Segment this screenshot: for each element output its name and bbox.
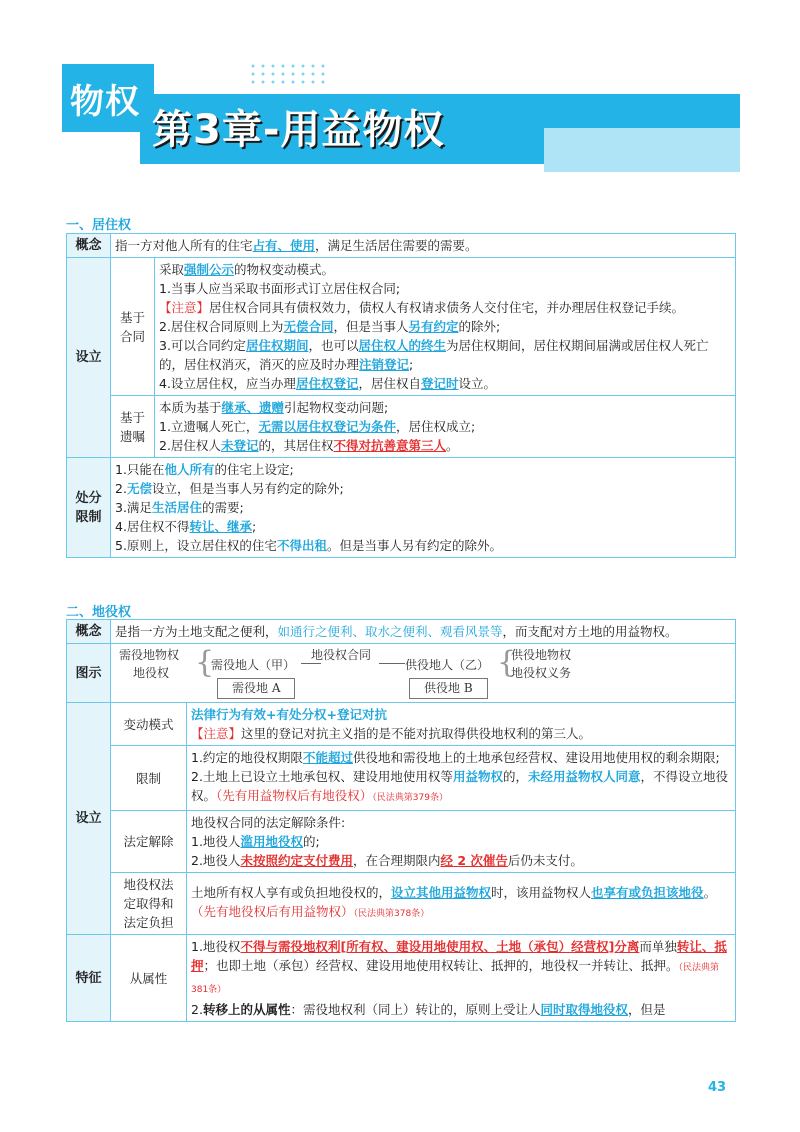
connector-line	[379, 663, 405, 664]
concept-label: 概念	[67, 620, 111, 644]
will-basis-cell: 本质为基于继承、遗赠引起物权变动问题; 1.立遗嘱人死亡，无需以居住权登记为条件，居住权成立; 2.居住权人未登记的，其居住权不得对抗善意第三人。	[155, 396, 736, 458]
easement-table	[66, 619, 736, 1022]
contract-basis-cell: 采取强制公示的物权变动模式。 1.当事人应当采取书面形式订立居住权合同; 【注意】居住权合同具有债权效力，债权人有权请求债务人交付住宅，并办理居住权登记手续。 2.居住权合同原则上为无偿合同，但是当事人另有约定的除外; 3.可以合同约定居住权期间，也可以居住权人的终生为居住权期间，居住权期间届满或居住权人死亡的，居住权消灭，消灭的应及时办理注销登记; 4.设立居住权，应当办理居住权登记，居住权自登记时设立。	[155, 258, 736, 396]
brace-left: {	[195, 645, 215, 680]
diagram-right-top: 供役地物权	[511, 648, 572, 662]
table-row	[67, 935, 736, 1022]
restriction-cell: 1.约定的地役权期限不能超过供役地和需役地上的土地承包经营权、建设用地使用权的剩余期限; 2.土地上已设立土地承包权、建设用地使用权等用益物权的，未经用益物权人同意，不得设立地役权。（先有用益物权后有地役权）（民法典第379条）	[187, 746, 736, 811]
brace-right: {	[497, 645, 517, 680]
change-mode-label: 变动模式	[111, 703, 187, 746]
will-basis-label: 基于 遗嘱	[111, 396, 155, 458]
change-mode-cell: 法律行为有效+有处分权+登记对抗 【注意】这里的登记对抗主义指的是不能对抗取得供役地权利的第三人。	[187, 703, 736, 746]
table-row	[67, 258, 736, 396]
diagram-left-bottom: 地役权	[133, 666, 170, 680]
diagram-cell	[111, 644, 736, 703]
page-number: 43	[708, 1080, 727, 1095]
statutory-acquisition-label: 地役权法 定取得和 法定负担	[111, 873, 187, 935]
diagram-right-bottom: 地役权义务	[511, 666, 572, 680]
table-row	[67, 620, 736, 644]
diagram-land-b: 供役地 B	[409, 678, 488, 699]
decorative-dots	[248, 62, 328, 86]
section-title-1: 一、居住权	[66, 218, 132, 233]
table-row	[67, 644, 736, 703]
concept-cell: 是指一方为土地支配之便利，如通行之便利、取水之便利、观看风景等，而支配对方土地的用益物权。	[111, 620, 736, 644]
statutory-termination-cell: 地役权合同的法定解除条件: 1.地役人滥用地役权的; 2.地役人未按照约定支付费用，在合理期限内经 2 次催告后仍未支付。	[187, 811, 736, 873]
part-tab	[62, 64, 154, 132]
disposal-limit-label: 处分 限制	[67, 458, 111, 558]
disposal-limit-cell: 1.只能在他人所有的住宅上设定; 2.无偿设立，但是当事人另有约定的除外; 3.满足生活居住的需要; 4.居住权不得转让、继承; 5.原则上，设立居住权的住宅不得出租。但是当事人另有约定的除外。	[111, 458, 736, 558]
easement-diagram	[115, 646, 731, 700]
table-row	[67, 234, 736, 258]
subordination-cell: 1.地役权不得与需役地权利[所有权、建设用地使用权、土地（承包）经营权]分离而单独转让、抵押；也即土地（承包）经营权、建设用地使用权转让、抵押的，地役权一并转让、抵押。（民法典第381条） 2.转移上的从属性：需役地权利（同上）转让的，原则上受让人同时取得地役权，但是	[187, 935, 736, 1022]
part-tab-label: 物权	[70, 82, 140, 122]
concept-label: 概念	[67, 234, 111, 258]
residence-right-table	[66, 233, 736, 558]
chapter-banner-accent	[544, 128, 740, 172]
table-row	[67, 811, 736, 873]
subordination-label: 从属性	[111, 935, 187, 1022]
restriction-label: 限制	[111, 746, 187, 811]
section-title-2: 二、地役权	[66, 605, 132, 620]
table-row	[67, 458, 736, 558]
table-row	[67, 703, 736, 746]
table-row	[67, 396, 736, 458]
chapter-title: 第3章-用益物权	[152, 107, 445, 153]
diagram-left-top: 需役地物权	[119, 648, 180, 662]
diagram-land-a: 需役地 A	[217, 678, 295, 699]
statutory-termination-label: 法定解除	[111, 811, 187, 873]
table-row	[67, 873, 736, 935]
diagram-party-a: 需役地人（甲）	[211, 658, 296, 672]
feature-label: 特征	[67, 935, 111, 1022]
diagram-contract: 地役权合同	[311, 648, 372, 662]
table-row	[67, 746, 736, 811]
contract-basis-label: 基于 合同	[111, 258, 155, 396]
statutory-acquisition-cell: 土地所有权人享有或负担地役权的，设立其他用益物权时，该用益物权人也享有或负担该地役。（先有地役权后有用益物权）（民法典第378条）	[187, 873, 736, 935]
concept-cell: 指一方对他人所有的住宅占有、使用，满足生活居住需要的需要。	[111, 234, 736, 258]
diagram-party-b: 供役地人（乙）	[405, 658, 490, 672]
setup-label: 设立	[67, 258, 111, 458]
setup-label: 设立	[67, 703, 111, 935]
diagram-label: 图示	[67, 644, 111, 703]
